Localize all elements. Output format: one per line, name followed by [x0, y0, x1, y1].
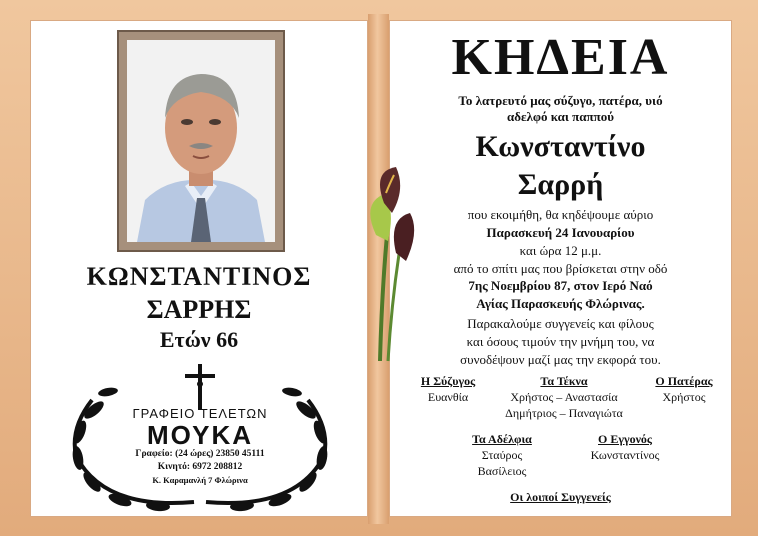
body-line: συνοδέψουν μαζί μας την εκφορά του.	[460, 352, 661, 367]
relative-sibling-1: Σταύρος	[481, 448, 523, 462]
deceased-name-given: Κωνσταντίνο	[475, 130, 646, 163]
relative-heading-children: Τα Τέκνα	[540, 374, 588, 388]
intro-line-2: αδελφό και παππού	[506, 109, 615, 124]
deceased-age: Ετών 66	[159, 327, 239, 352]
body-line: που εκοιμήθη, θα κηδέψουμε αύριο	[467, 207, 654, 222]
body-line: και όσους τιμούν την μνήμη του, να	[466, 334, 655, 349]
relative-heading-spouse: Η Σύζυγος	[420, 374, 476, 388]
relative-sibling-2: Βασίλειος	[477, 464, 527, 478]
church-name: Αγίας Παρασκευής Φλώρινας.	[476, 296, 645, 311]
body-line: από το σπίτι μας που βρίσκεται στην οδό	[453, 261, 668, 276]
relative-heading-grandson: Ο Εγγονός	[598, 432, 652, 446]
cross-icon	[185, 364, 215, 410]
intro-line-1: Το λατρευτό μας σύζυγο, πατέρα, υιό	[458, 93, 663, 108]
funeral-date: Παρασκευή 24 Ιανουαρίου	[486, 225, 635, 240]
logo-address: Κ. Καραμανλή 7 Φλώρινα	[152, 475, 248, 485]
announcement-title: ΚΗΔΕΙΑ	[451, 29, 670, 86]
portrait-photo	[127, 40, 275, 242]
logo-office-phone: Γραφείο: (24 ώρες) 23850 45111	[135, 449, 265, 459]
body-line: Παρακαλούμε συγγενείς και φίλους	[467, 316, 654, 331]
relative-heading-others: Οι λοιποί Συγγενείς	[510, 490, 611, 504]
portrait-frame	[117, 30, 285, 252]
deceased-name-last: ΣΑΡΡΗΣ	[146, 295, 252, 324]
relative-heading-father: Ο Πατέρας	[655, 374, 713, 388]
deceased-name-surname: Σαρρή	[517, 168, 604, 201]
relative-grandson: Κωνσταντίνος	[590, 448, 660, 462]
relative-children-1: Χρήστος – Αναστασία	[510, 390, 618, 404]
deceased-name-first: ΚΩΝΣΤΑΝΤΙΝΟΣ	[86, 262, 312, 291]
relative-father: Χρήστος	[662, 390, 706, 404]
relative-heading-siblings: Τα Αδέλφια	[472, 432, 532, 446]
funeral-time: και ώρα 12 μ.μ.	[519, 243, 602, 258]
funeral-address: 7ης Νοεμβρίου 87, στον Ιερό Ναό	[468, 278, 653, 293]
relative-children-2: Δημήτριος – Παναγιώτα	[505, 406, 623, 420]
funeral-home-logo	[64, 362, 336, 514]
logo-caption: ΓΡΑΦΕΙΟ ΤΕΛΕΤΩΝ	[132, 406, 268, 421]
logo-brand: ΜΟΥΚΑ	[146, 420, 254, 450]
logo-mobile-phone: Κινητό: 6972 208812	[157, 462, 243, 472]
relative-spouse: Ευανθία	[427, 390, 469, 404]
